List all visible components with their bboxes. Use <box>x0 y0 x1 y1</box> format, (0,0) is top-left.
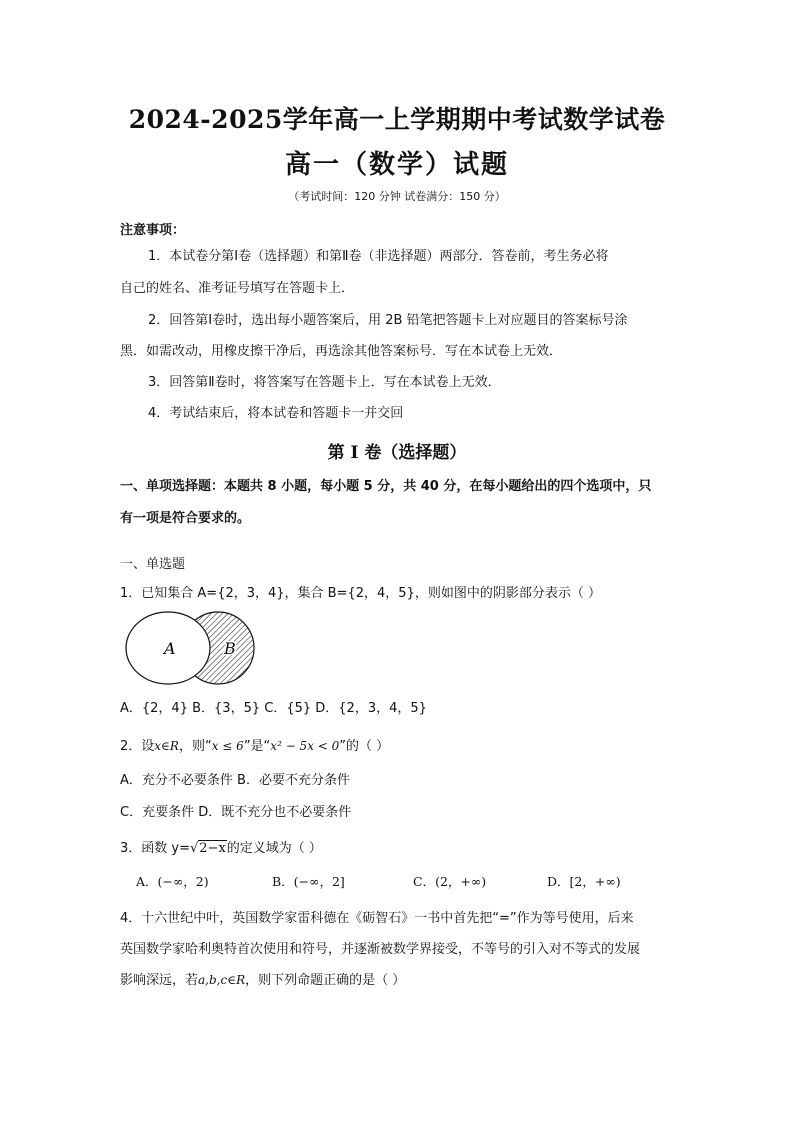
question-group-label: 一、单选题 <box>120 557 186 572</box>
notice-item-3: 3．回答第Ⅱ卷时，将答案写在答题卡上．写在本试卷上无效． <box>148 375 501 390</box>
question-2-options-line-1: A．充分不必要条件 B．必要不充分条件 <box>120 773 350 788</box>
notice-item-1-line-1: 1．本试卷分第Ⅰ卷（选择题）和第Ⅱ卷（非选择题）两部分．答卷前，考生务必将 <box>148 249 609 264</box>
q4-line-3-suffix: ，则下列命题正确的是（ ） <box>245 973 406 988</box>
venn-label-a: A <box>164 639 176 658</box>
question-2-text <box>120 735 389 754</box>
question-2-options-line-2: C．充要条件 D．既不充分也不必要条件 <box>120 805 352 820</box>
sqrt-symbol: √ <box>190 841 199 856</box>
question-4-line-3 <box>120 969 405 988</box>
notice-item-4: 4．考试结束后，将本试卷和答题卡一并交回 <box>148 406 404 421</box>
exam-title: 2024-2025学年高一上学期期中考试数学试卷 <box>128 105 666 134</box>
question-1-text: 1．已知集合 A={2，3，4}，集合 B={2，4，5}，则如图中的阴影部分表示（ ） <box>120 586 601 601</box>
q2-suffix: ”的（ ） <box>339 739 390 754</box>
section-title: 第 I 卷（选择题） <box>327 443 467 463</box>
section-intro-line-1: 一、单项选择题：本题共 8 小题，每小题 5 分，共 40 分，在每小题给出的四个选项中，只 <box>120 479 652 494</box>
notice-item-2-line-2: 黑．如需改动，用橡皮擦干净后，再选涂其他答案标号．写在本试卷上无效． <box>120 344 563 359</box>
question-3-option-b: B．(−∞，2] <box>272 874 345 889</box>
q2-cond-2: x ≤ 6 <box>211 739 244 753</box>
q2-prefix: 2．设 <box>120 739 155 754</box>
question-3-option-d: D．[2，+∞) <box>547 874 621 889</box>
q2-mid-1: ，则“ <box>178 739 212 754</box>
exam-info: （考试时间：120 分钟 试卷满分：150 分） <box>288 190 506 203</box>
exam-subtitle: 高一（数学）试题 <box>284 150 509 180</box>
question-4-line-2: 英国数学家哈利奥特首次使用和符号，并逐渐被数学界接受，不等号的引入对不等式的发展 <box>120 942 641 957</box>
notice-item-2-line-1: 2．回答第Ⅰ卷时，选出每小题答案后，用 2B 铅笔把答题卡上对应题目的答案标号涂 <box>148 313 628 328</box>
venn-label-b: B <box>224 639 236 658</box>
q3-prefix: 3．函数 y= <box>120 841 190 856</box>
question-3-option-a: A．(−∞，2) <box>136 874 209 889</box>
question-3-text <box>120 837 322 856</box>
q4-line-3-math: a,b,c∈R <box>198 973 246 987</box>
notice-item-1-line-2: 自己的姓名、准考证号填写在答题卡上． <box>120 281 355 296</box>
question-4-line-1: 4．十六世纪中叶，英国数学家雷科德在《砺智石》一书中首先把“=”作为等号使用，后来 <box>120 911 634 926</box>
q4-line-3-prefix: 影响深远，若 <box>120 973 199 988</box>
q2-mid-2: ”是“ <box>243 739 271 754</box>
q3-radicand: 2−x <box>199 841 226 856</box>
question-1-options: A．{2，4} B．{3，5} C．{5} D．{2，3，4，5} <box>120 701 427 716</box>
notice-heading: 注意事项： <box>120 223 186 238</box>
q2-cond-3: x² − 5x < 0 <box>270 739 340 753</box>
question-3-option-c: C．(2，+∞) <box>413 874 487 889</box>
q2-cond-1: x∈R <box>154 739 179 753</box>
venn-diagram <box>120 608 260 690</box>
q3-suffix: 的定义域为（ ） <box>226 841 322 856</box>
section-intro-line-2: 有一项是符合要求的。 <box>120 511 251 526</box>
